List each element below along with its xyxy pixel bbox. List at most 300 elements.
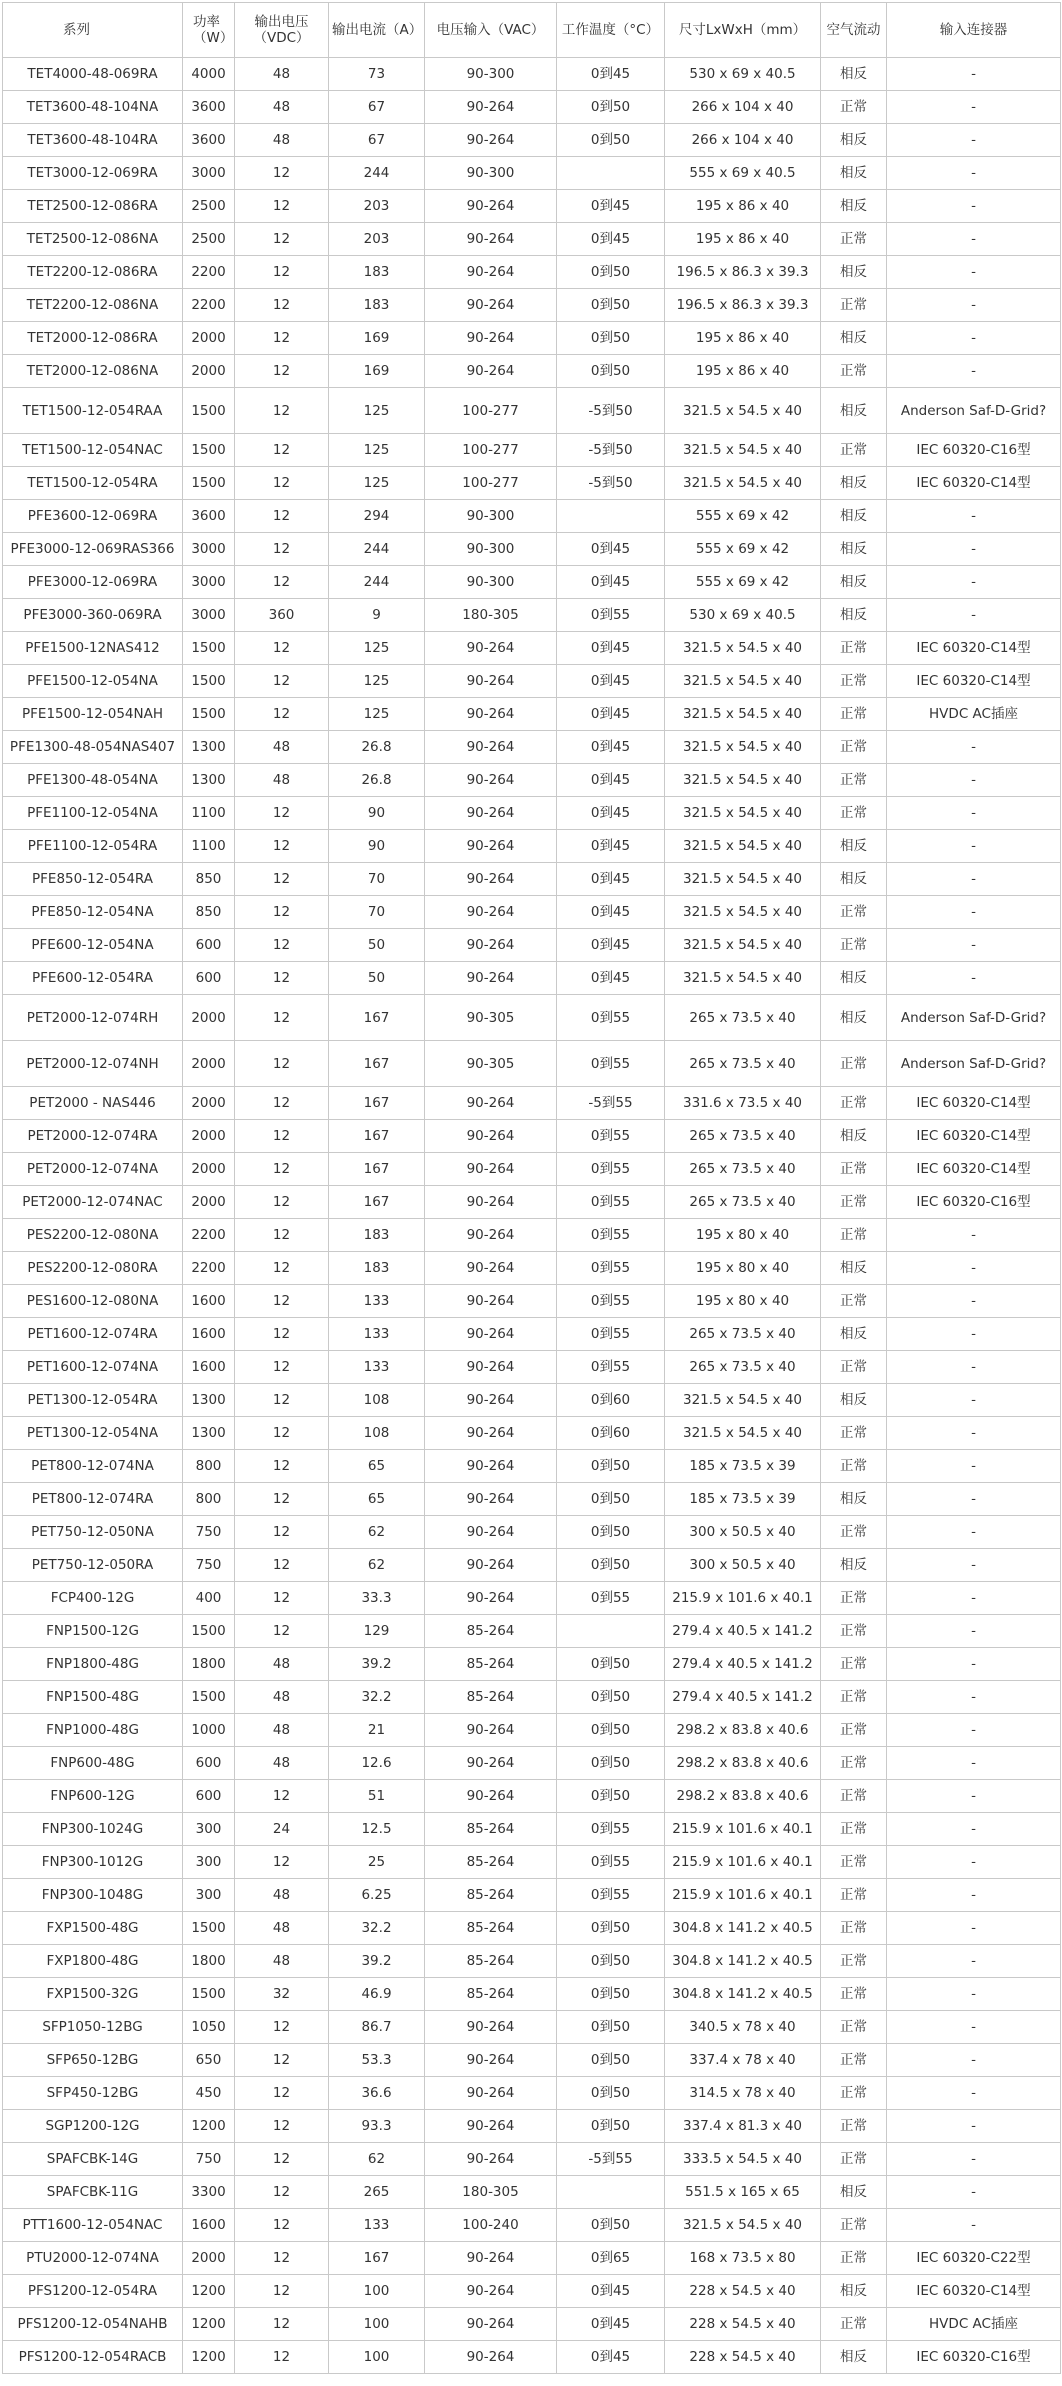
cell-dimensions: 555 x 69 x 42 — [665, 500, 821, 533]
cell-power: 1500 — [183, 467, 235, 500]
table-row — [3, 1252, 1061, 1285]
cell-connector: - — [887, 1615, 1061, 1648]
cell-dimensions: 321.5 x 54.5 x 40 — [665, 962, 821, 995]
cell-output-voltage: 12 — [235, 2011, 329, 2044]
cell-airflow: 相反 — [821, 2275, 887, 2308]
cell-connector: - — [887, 731, 1061, 764]
cell-output-current: 70 — [329, 863, 425, 896]
cell-output-voltage: 12 — [235, 355, 329, 388]
cell-dimensions: 298.2 x 83.8 x 40.6 — [665, 1714, 821, 1747]
cell-dimensions: 530 x 69 x 40.5 — [665, 58, 821, 91]
cell-output-current: 125 — [329, 434, 425, 467]
cell-temperature: 0到45 — [557, 665, 665, 698]
cell-connector: - — [887, 1912, 1061, 1945]
cell-power: 1200 — [183, 2110, 235, 2143]
cell-series: PET1300-12-054NA — [3, 1417, 183, 1450]
cell-connector: HVDC AC插座 — [887, 2308, 1061, 2341]
cell-output-voltage: 48 — [235, 58, 329, 91]
table-row — [3, 91, 1061, 124]
cell-output-current: 133 — [329, 1285, 425, 1318]
table-row — [3, 2341, 1061, 2374]
cell-temperature: 0到50 — [557, 91, 665, 124]
cell-dimensions: 321.5 x 54.5 x 40 — [665, 467, 821, 500]
cell-temperature: 0到50 — [557, 289, 665, 322]
cell-power: 1500 — [183, 434, 235, 467]
cell-output-current: 100 — [329, 2308, 425, 2341]
cell-output-current: 167 — [329, 1186, 425, 1219]
cell-dimensions: 215.9 x 101.6 x 40.1 — [665, 1879, 821, 1912]
cell-dimensions: 215.9 x 101.6 x 40.1 — [665, 1846, 821, 1879]
cell-temperature: 0到55 — [557, 1582, 665, 1615]
table-row — [3, 2275, 1061, 2308]
cell-input-voltage: 90-264 — [425, 1780, 557, 1813]
cell-series: PFE1300-48-054NA — [3, 764, 183, 797]
cell-connector: - — [887, 1846, 1061, 1879]
table-row — [3, 1945, 1061, 1978]
table-row — [3, 1912, 1061, 1945]
cell-temperature: 0到45 — [557, 830, 665, 863]
cell-input-voltage: 85-264 — [425, 1846, 557, 1879]
cell-connector: - — [887, 1285, 1061, 1318]
cell-temperature: 0到60 — [557, 1384, 665, 1417]
cell-input-voltage: 90-264 — [425, 256, 557, 289]
cell-connector: - — [887, 1252, 1061, 1285]
cell-connector: Anderson Saf-D-Grid? — [887, 388, 1061, 434]
cell-temperature — [557, 157, 665, 190]
cell-output-voltage: 48 — [235, 1747, 329, 1780]
cell-airflow: 正常 — [821, 289, 887, 322]
cell-series: SPAFCBK-11G — [3, 2176, 183, 2209]
cell-temperature: 0到50 — [557, 2011, 665, 2044]
table-row — [3, 1714, 1061, 1747]
cell-series: FCP400-12G — [3, 1582, 183, 1615]
cell-output-current: 265 — [329, 2176, 425, 2209]
header-power: 功率（W） — [183, 3, 235, 58]
cell-airflow: 相反 — [821, 1384, 887, 1417]
cell-connector: - — [887, 2209, 1061, 2242]
cell-output-current: 67 — [329, 124, 425, 157]
cell-output-voltage: 12 — [235, 1087, 329, 1120]
cell-airflow: 正常 — [821, 1087, 887, 1120]
cell-connector: IEC 60320-C14型 — [887, 1087, 1061, 1120]
cell-temperature: 0到45 — [557, 797, 665, 830]
cell-series: PFE600-12-054NA — [3, 929, 183, 962]
cell-connector: HVDC AC插座 — [887, 698, 1061, 731]
cell-airflow: 正常 — [821, 2209, 887, 2242]
table-row — [3, 1879, 1061, 1912]
cell-power: 450 — [183, 2077, 235, 2110]
cell-series: PFE3000-360-069RA — [3, 599, 183, 632]
cell-airflow: 正常 — [821, 1351, 887, 1384]
cell-output-current: 50 — [329, 929, 425, 962]
cell-output-current: 133 — [329, 1318, 425, 1351]
cell-series: PFE3600-12-069RA — [3, 500, 183, 533]
cell-input-voltage: 85-264 — [425, 1945, 557, 1978]
cell-series: PFE850-12-054RA — [3, 863, 183, 896]
cell-series: PFS1200-12-054NAHB — [3, 2308, 183, 2341]
cell-power: 2000 — [183, 1153, 235, 1186]
table-row — [3, 1648, 1061, 1681]
cell-dimensions: 279.4 x 40.5 x 141.2 — [665, 1648, 821, 1681]
cell-power: 2200 — [183, 1219, 235, 1252]
cell-power: 2000 — [183, 2242, 235, 2275]
cell-power: 1500 — [183, 665, 235, 698]
cell-input-voltage: 90-264 — [425, 1714, 557, 1747]
cell-series: FNP600-12G — [3, 1780, 183, 1813]
cell-connector: - — [887, 500, 1061, 533]
cell-output-voltage: 48 — [235, 1879, 329, 1912]
cell-connector: - — [887, 289, 1061, 322]
cell-input-voltage: 90-264 — [425, 665, 557, 698]
cell-power: 300 — [183, 1879, 235, 1912]
table-row — [3, 533, 1061, 566]
cell-input-voltage: 90-264 — [425, 322, 557, 355]
cell-connector: - — [887, 1681, 1061, 1714]
cell-airflow: 正常 — [821, 1714, 887, 1747]
cell-dimensions: 279.4 x 40.5 x 141.2 — [665, 1615, 821, 1648]
cell-temperature: 0到55 — [557, 1351, 665, 1384]
cell-series: PET800-12-074NA — [3, 1450, 183, 1483]
cell-output-voltage: 12 — [235, 2176, 329, 2209]
cell-output-current: 25 — [329, 1846, 425, 1879]
cell-power: 750 — [183, 1516, 235, 1549]
cell-output-current: 65 — [329, 1483, 425, 1516]
cell-power: 2200 — [183, 289, 235, 322]
cell-output-voltage: 12 — [235, 962, 329, 995]
cell-power: 1500 — [183, 388, 235, 434]
cell-series: PET2000-12-074NAC — [3, 1186, 183, 1219]
cell-output-voltage: 12 — [235, 1219, 329, 1252]
cell-output-current: 53.3 — [329, 2044, 425, 2077]
cell-output-voltage: 12 — [235, 157, 329, 190]
table-row — [3, 2011, 1061, 2044]
table-row — [3, 2308, 1061, 2341]
cell-temperature: 0到60 — [557, 1417, 665, 1450]
cell-dimensions: 300 x 50.5 x 40 — [665, 1516, 821, 1549]
cell-dimensions: 265 x 73.5 x 40 — [665, 1153, 821, 1186]
cell-dimensions: 298.2 x 83.8 x 40.6 — [665, 1780, 821, 1813]
cell-airflow: 正常 — [821, 2308, 887, 2341]
cell-airflow: 相反 — [821, 2176, 887, 2209]
cell-airflow: 相反 — [821, 533, 887, 566]
cell-series: FXP1800-48G — [3, 1945, 183, 1978]
cell-connector: - — [887, 124, 1061, 157]
table-row — [3, 896, 1061, 929]
cell-dimensions: 195 x 86 x 40 — [665, 223, 821, 256]
cell-connector: - — [887, 1945, 1061, 1978]
cell-series: PET750-12-050RA — [3, 1549, 183, 1582]
cell-output-current: 125 — [329, 388, 425, 434]
cell-power: 1300 — [183, 1384, 235, 1417]
cell-power: 3000 — [183, 566, 235, 599]
cell-airflow: 相反 — [821, 256, 887, 289]
table-row — [3, 665, 1061, 698]
cell-input-voltage: 100-277 — [425, 467, 557, 500]
cell-dimensions: 340.5 x 78 x 40 — [665, 2011, 821, 2044]
table-row — [3, 223, 1061, 256]
cell-output-voltage: 12 — [235, 2044, 329, 2077]
cell-temperature: 0到45 — [557, 566, 665, 599]
cell-dimensions: 321.5 x 54.5 x 40 — [665, 896, 821, 929]
cell-temperature: 0到45 — [557, 533, 665, 566]
cell-power: 1200 — [183, 2275, 235, 2308]
cell-dimensions: 195 x 86 x 40 — [665, 322, 821, 355]
table-row — [3, 467, 1061, 500]
cell-temperature: 0到50 — [557, 1978, 665, 2011]
cell-output-current: 129 — [329, 1615, 425, 1648]
cell-dimensions: 185 x 73.5 x 39 — [665, 1450, 821, 1483]
cell-dimensions: 195 x 80 x 40 — [665, 1219, 821, 1252]
cell-series: PES1600-12-080NA — [3, 1285, 183, 1318]
cell-output-current: 167 — [329, 2242, 425, 2275]
cell-output-current: 36.6 — [329, 2077, 425, 2110]
cell-input-voltage: 90-264 — [425, 1549, 557, 1582]
cell-temperature: -5到55 — [557, 1087, 665, 1120]
table-row — [3, 2176, 1061, 2209]
cell-dimensions: 279.4 x 40.5 x 141.2 — [665, 1681, 821, 1714]
cell-output-voltage: 12 — [235, 2308, 329, 2341]
cell-output-current: 167 — [329, 1041, 425, 1087]
cell-connector: - — [887, 157, 1061, 190]
cell-series: FNP1800-48G — [3, 1648, 183, 1681]
cell-output-voltage: 12 — [235, 2077, 329, 2110]
cell-output-current: 73 — [329, 58, 425, 91]
cell-input-voltage: 90-264 — [425, 1153, 557, 1186]
cell-airflow: 相反 — [821, 863, 887, 896]
cell-power: 1050 — [183, 2011, 235, 2044]
table-row — [3, 599, 1061, 632]
cell-input-voltage: 90-264 — [425, 1384, 557, 1417]
cell-input-voltage: 90-264 — [425, 863, 557, 896]
cell-connector: - — [887, 1384, 1061, 1417]
cell-output-current: 12.6 — [329, 1747, 425, 1780]
cell-series: FNP300-1048G — [3, 1879, 183, 1912]
table-row — [3, 190, 1061, 223]
cell-power: 2200 — [183, 1252, 235, 1285]
cell-connector: IEC 60320-C14型 — [887, 2275, 1061, 2308]
table-row — [3, 1153, 1061, 1186]
table-row — [3, 1813, 1061, 1846]
cell-power: 3600 — [183, 91, 235, 124]
cell-output-voltage: 12 — [235, 1351, 329, 1384]
cell-output-current: 183 — [329, 1219, 425, 1252]
cell-series: TET1500-12-054NAC — [3, 434, 183, 467]
cell-temperature: 0到50 — [557, 1516, 665, 1549]
cell-airflow: 正常 — [821, 2044, 887, 2077]
cell-temperature: 0到50 — [557, 2209, 665, 2242]
cell-output-voltage: 12 — [235, 1186, 329, 1219]
cell-output-voltage: 12 — [235, 896, 329, 929]
cell-airflow: 正常 — [821, 2077, 887, 2110]
cell-power: 2000 — [183, 1120, 235, 1153]
table-row — [3, 1978, 1061, 2011]
table-row — [3, 1516, 1061, 1549]
cell-output-current: 183 — [329, 256, 425, 289]
cell-airflow: 相反 — [821, 1120, 887, 1153]
cell-output-current: 125 — [329, 632, 425, 665]
table-row — [3, 355, 1061, 388]
table-row — [3, 1417, 1061, 1450]
cell-input-voltage: 90-264 — [425, 1318, 557, 1351]
cell-series: PES2200-12-080NA — [3, 1219, 183, 1252]
cell-output-current: 62 — [329, 2143, 425, 2176]
cell-output-current: 21 — [329, 1714, 425, 1747]
table-row — [3, 566, 1061, 599]
cell-airflow: 正常 — [821, 632, 887, 665]
cell-connector: - — [887, 1582, 1061, 1615]
table-row — [3, 1384, 1061, 1417]
cell-input-voltage: 100-277 — [425, 434, 557, 467]
cell-airflow: 正常 — [821, 1846, 887, 1879]
table-row — [3, 1318, 1061, 1351]
table-row — [3, 1483, 1061, 1516]
cell-output-current: 50 — [329, 962, 425, 995]
cell-output-voltage: 12 — [235, 434, 329, 467]
cell-airflow: 正常 — [821, 2242, 887, 2275]
cell-airflow: 正常 — [821, 1417, 887, 1450]
header-dimensions: 尺寸LxWxH（mm） — [665, 3, 821, 58]
cell-temperature: 0到50 — [557, 1912, 665, 1945]
cell-temperature: 0到50 — [557, 1681, 665, 1714]
cell-output-voltage: 12 — [235, 863, 329, 896]
cell-series: TET2500-12-086RA — [3, 190, 183, 223]
cell-series: FNP1500-48G — [3, 1681, 183, 1714]
cell-input-voltage: 90-300 — [425, 566, 557, 599]
cell-input-voltage: 90-305 — [425, 1041, 557, 1087]
cell-input-voltage: 90-264 — [425, 1450, 557, 1483]
cell-output-voltage: 12 — [235, 1846, 329, 1879]
cell-input-voltage: 85-264 — [425, 1813, 557, 1846]
cell-output-voltage: 12 — [235, 2110, 329, 2143]
cell-airflow: 相反 — [821, 1549, 887, 1582]
cell-connector: Anderson Saf-D-Grid? — [887, 1041, 1061, 1087]
cell-series: PET1600-12-074RA — [3, 1318, 183, 1351]
cell-input-voltage: 90-264 — [425, 1252, 557, 1285]
cell-airflow: 正常 — [821, 797, 887, 830]
cell-input-voltage: 90-264 — [425, 962, 557, 995]
cell-series: SFP650-12BG — [3, 2044, 183, 2077]
cell-power: 2000 — [183, 995, 235, 1041]
cell-input-voltage: 90-264 — [425, 2143, 557, 2176]
cell-connector: IEC 60320-C16型 — [887, 2341, 1061, 2374]
cell-dimensions: 321.5 x 54.5 x 40 — [665, 632, 821, 665]
cell-input-voltage: 90-264 — [425, 1747, 557, 1780]
cell-temperature: -5到50 — [557, 467, 665, 500]
cell-connector: - — [887, 797, 1061, 830]
cell-airflow: 正常 — [821, 731, 887, 764]
cell-power: 1600 — [183, 1351, 235, 1384]
cell-output-voltage: 48 — [235, 1912, 329, 1945]
cell-output-voltage: 12 — [235, 1252, 329, 1285]
cell-power: 400 — [183, 1582, 235, 1615]
cell-output-voltage: 12 — [235, 322, 329, 355]
cell-input-voltage: 90-264 — [425, 764, 557, 797]
cell-dimensions: 333.5 x 54.5 x 40 — [665, 2143, 821, 2176]
cell-output-current: 125 — [329, 467, 425, 500]
cell-output-current: 125 — [329, 698, 425, 731]
cell-power: 4000 — [183, 58, 235, 91]
cell-input-voltage: 90-264 — [425, 1120, 557, 1153]
cell-output-current: 203 — [329, 190, 425, 223]
cell-series: FNP600-48G — [3, 1747, 183, 1780]
table-row — [3, 2044, 1061, 2077]
cell-power: 1300 — [183, 764, 235, 797]
cell-output-voltage: 360 — [235, 599, 329, 632]
cell-series: PFE1100-12-054RA — [3, 830, 183, 863]
table-row — [3, 1681, 1061, 1714]
cell-temperature: 0到55 — [557, 1219, 665, 1252]
cell-power: 1500 — [183, 1615, 235, 1648]
cell-dimensions: 228 x 54.5 x 40 — [665, 2308, 821, 2341]
cell-output-voltage: 12 — [235, 467, 329, 500]
cell-output-current: 39.2 — [329, 1648, 425, 1681]
cell-power: 1500 — [183, 698, 235, 731]
cell-airflow: 相反 — [821, 1252, 887, 1285]
cell-output-voltage: 12 — [235, 256, 329, 289]
table-row — [3, 2143, 1061, 2176]
cell-dimensions: 555 x 69 x 40.5 — [665, 157, 821, 190]
cell-output-voltage: 12 — [235, 289, 329, 322]
cell-series: PTT1600-12-054NAC — [3, 2209, 183, 2242]
cell-output-current: 108 — [329, 1384, 425, 1417]
cell-input-voltage: 90-264 — [425, 2011, 557, 2044]
cell-temperature: 0到45 — [557, 58, 665, 91]
table-row — [3, 2209, 1061, 2242]
cell-output-current: 244 — [329, 157, 425, 190]
cell-airflow: 相反 — [821, 962, 887, 995]
cell-output-voltage: 12 — [235, 566, 329, 599]
cell-dimensions: 195 x 86 x 40 — [665, 355, 821, 388]
cell-output-current: 67 — [329, 91, 425, 124]
cell-power: 1000 — [183, 1714, 235, 1747]
cell-series: PET1600-12-074NA — [3, 1351, 183, 1384]
cell-airflow: 正常 — [821, 1813, 887, 1846]
cell-connector: IEC 60320-C14型 — [887, 1120, 1061, 1153]
table-row — [3, 995, 1061, 1041]
cell-output-current: 108 — [329, 1417, 425, 1450]
cell-input-voltage: 90-264 — [425, 2308, 557, 2341]
cell-input-voltage: 90-264 — [425, 1219, 557, 1252]
cell-series: SPAFCBK-14G — [3, 2143, 183, 2176]
cell-temperature: 0到45 — [557, 2341, 665, 2374]
table-row — [3, 1846, 1061, 1879]
table-row — [3, 157, 1061, 190]
cell-output-voltage: 12 — [235, 533, 329, 566]
cell-power: 800 — [183, 1483, 235, 1516]
cell-airflow: 相反 — [821, 830, 887, 863]
cell-output-current: 62 — [329, 1549, 425, 1582]
cell-output-current: 167 — [329, 995, 425, 1041]
table-row — [3, 1219, 1061, 1252]
cell-connector: - — [887, 764, 1061, 797]
cell-output-current: 9 — [329, 599, 425, 632]
cell-series: PTU2000-12-074NA — [3, 2242, 183, 2275]
cell-input-voltage: 85-264 — [425, 1648, 557, 1681]
cell-power: 3600 — [183, 500, 235, 533]
cell-connector: - — [887, 929, 1061, 962]
cell-output-current: 203 — [329, 223, 425, 256]
cell-temperature: 0到50 — [557, 2044, 665, 2077]
cell-output-current: 167 — [329, 1087, 425, 1120]
cell-airflow: 正常 — [821, 1041, 887, 1087]
cell-output-current: 51 — [329, 1780, 425, 1813]
cell-series: PFE3000-12-069RAS366 — [3, 533, 183, 566]
cell-dimensions: 304.8 x 141.2 x 40.5 — [665, 1978, 821, 2011]
cell-power: 1200 — [183, 2308, 235, 2341]
cell-temperature: 0到65 — [557, 2242, 665, 2275]
cell-dimensions: 265 x 73.5 x 40 — [665, 1041, 821, 1087]
cell-airflow: 正常 — [821, 1780, 887, 1813]
